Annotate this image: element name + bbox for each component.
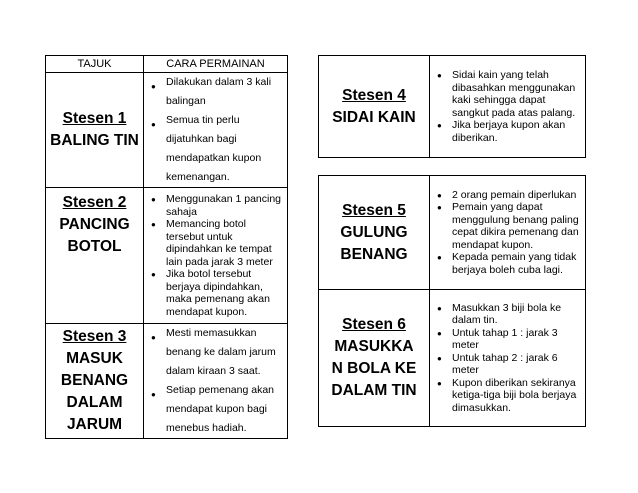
- rule-item: ● Sidai kain yang telah dibasahkan menggunakan kaki sehingga dapat sangkut pada atas palang.: [452, 69, 581, 119]
- station-title: [319, 56, 430, 158]
- rule-item: ● Untuk tahap 2 : jarak 6 meter: [452, 352, 581, 377]
- rules-list: [430, 69, 585, 144]
- station-title: [46, 188, 144, 324]
- rules-list: [144, 324, 287, 438]
- stations-table-left: [45, 55, 288, 439]
- rule-item: ● Jika botol tersebut berjaya dipindahkan, maka pemenang akan mendapat kupon.: [166, 268, 283, 318]
- rule-item: ● Kepada pemain yang tidak berjaya boleh cuba lagi.: [452, 251, 581, 276]
- table-header-row: [46, 56, 288, 73]
- rules-list: [430, 302, 585, 415]
- rule-item: ● Setiap pemenang akan mendapat kupon bagi menebus hadiah.: [166, 381, 283, 438]
- station-name-line: JARUM: [66, 416, 123, 433]
- rule-item: ● Menggunakan 1 pancing sahaja: [166, 193, 283, 218]
- station-rules: [430, 176, 586, 290]
- rules-list: [144, 73, 287, 187]
- station-rules: [144, 324, 288, 439]
- station-number: Stesen 2: [62, 194, 127, 211]
- station-rules: [430, 56, 586, 158]
- rule-item: ● Pemain yang dapat menggulung benang paling cepat dikira pemenang dan mendapat kupon.: [452, 201, 581, 251]
- station-row-5: [319, 176, 586, 290]
- station-number: Stesen 4: [342, 86, 406, 104]
- station-name-line: MASUK: [66, 350, 123, 367]
- station-name-line: MASUKKA: [334, 338, 414, 355]
- rule-item: ● Dilakukan dalam 3 kali balingan: [166, 73, 283, 111]
- rule-item: ● 2 orang pemain diperlukan: [452, 189, 581, 202]
- rule-item: ● Masukkan 3 biji bola ke dalam tin.: [452, 302, 581, 327]
- rule-item: ● Mesti memasukkan benang ke dalam jarum dalam kiraan 3 saat.: [166, 324, 283, 381]
- station-title: [46, 73, 144, 188]
- station-name-line: DALAM TIN: [331, 382, 417, 399]
- rule-item: ● Jika berjaya kupon akan diberikan.: [452, 119, 581, 144]
- stations-table-right-bottom: [318, 175, 586, 427]
- station-row-2: [46, 188, 288, 324]
- station-name-line: SIDAI KAIN: [332, 108, 416, 126]
- rule-item: ● Memancing botol tersebut untuk dipindahkan ke tempat lain pada jarak 3 meter: [166, 218, 283, 268]
- station-name-line: BOTOL: [67, 238, 122, 255]
- station-name-line: DALAM: [66, 394, 123, 411]
- stations-table-right-top: [318, 55, 586, 158]
- header-tajuk: TAJUK: [46, 56, 144, 73]
- station-name-line: PANCING: [59, 216, 130, 233]
- rules-list: [144, 193, 287, 318]
- station-title: [319, 290, 430, 427]
- station-name-line: BENANG: [340, 245, 408, 263]
- header-cara-permainan: CARA PERMAINAN: [144, 56, 288, 73]
- station-name-line: N BOLA KE: [331, 360, 417, 377]
- station-number: Stesen 1: [62, 110, 127, 127]
- station-row-1: [46, 73, 288, 188]
- station-name-line: BALING TIN: [50, 132, 139, 149]
- station-rules: [144, 188, 288, 324]
- station-name-line: BENANG: [60, 372, 129, 389]
- rule-item: ● Semua tin perlu dijatuhkan bagi mendapatkan kupon kemenangan.: [166, 111, 283, 187]
- station-row-6: [319, 290, 586, 427]
- rules-list: [430, 189, 585, 277]
- station-title: [46, 324, 144, 439]
- station-row-4: [319, 56, 586, 158]
- station-number: Stesen 3: [62, 328, 127, 345]
- station-name-line: GULUNG: [340, 223, 408, 241]
- station-title: [319, 176, 430, 290]
- station-rules: [430, 290, 586, 427]
- rule-item: ● Untuk tahap 1 : jarak 3 meter: [452, 327, 581, 352]
- station-number: Stesen 5: [342, 201, 406, 219]
- station-row-3: [46, 324, 288, 439]
- rule-item: ● Kupon diberikan sekiranya ketiga-tiga biji bola berjaya dimasukkan.: [452, 377, 581, 415]
- station-number: Stesen 6: [342, 316, 406, 333]
- station-rules: [144, 73, 288, 188]
